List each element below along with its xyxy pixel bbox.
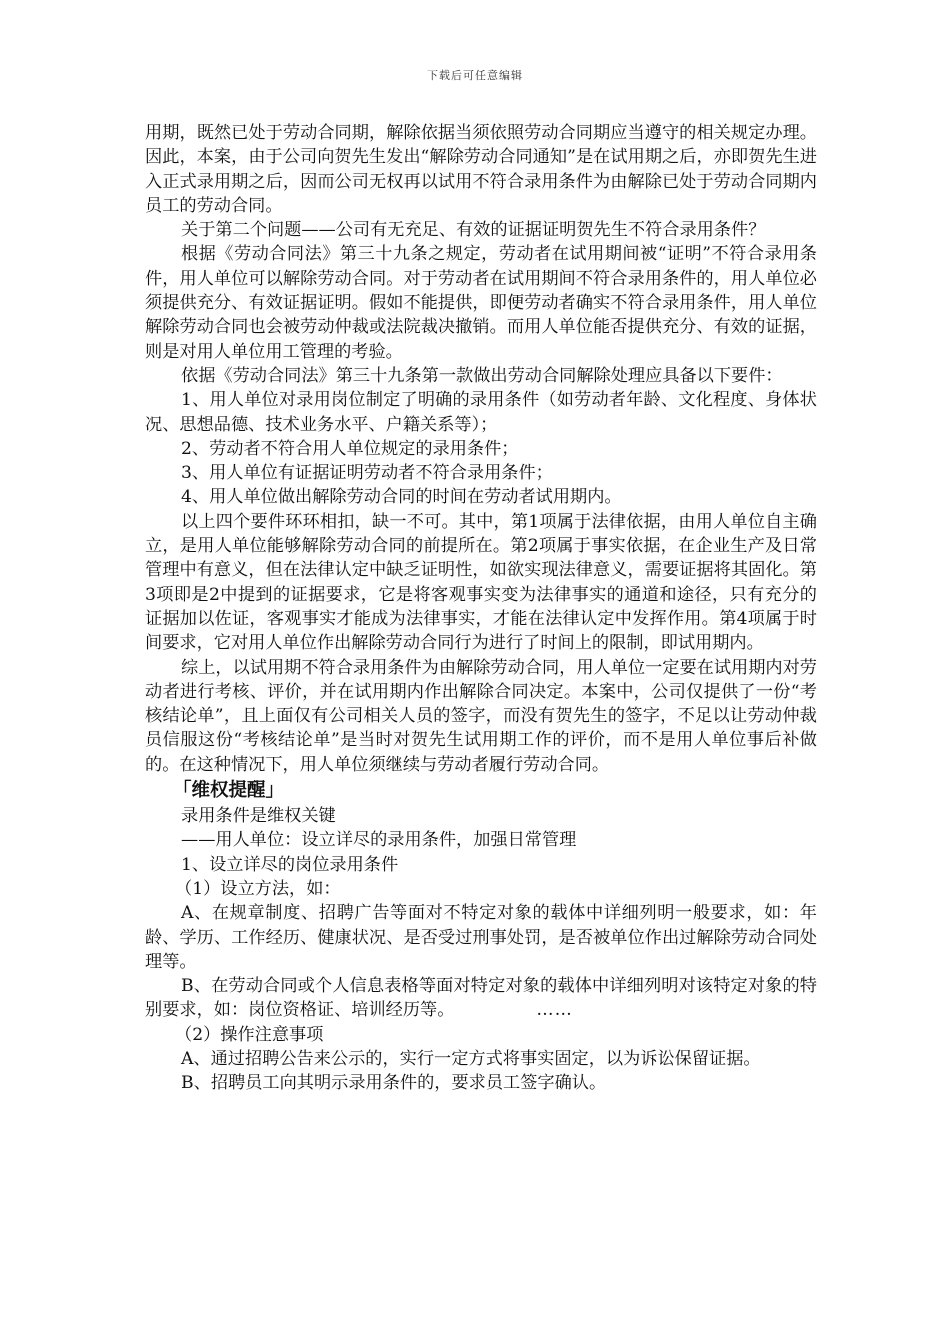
section-note-b: B、招聘员工向其明示录用条件的，要求员工签字确认。 [181, 1073, 607, 1094]
section-item-1: 1、设立详尽的岗位录用条件 [181, 854, 399, 875]
paragraph-question-two: 关于第二个问题——公司有无充足、有效的证据证明贺先生不符合录用条件？ [181, 220, 766, 241]
paragraph-continuation: 用期，既然已处于劳动合同期，解除依据当须依照劳动合同期应当遵守的相关规定办理。因此，本案，由于公司向贺先生发出“解除劳动合同通知”是在试用期之后，亦即贺先生进入正式录用期之后，因而公司无权再以试用不符合录用条件为由解除已处于劳动合同期内员工的劳动合同。 [145, 123, 817, 216]
section-method: （1）设立方法，如： [175, 878, 341, 899]
paragraph-analysis: 以上四个要件环环相扣，缺一不可。其中，第1项属于法律依据，由用人单位自主确立，是用人单位能够解除劳动合同的前提所在。第2项属于事实依据，在企业生产及日常管理中有意义，但在法律认定中缺乏证明性，如欲实现法律意义，需要证据将其固化。第3项即是2中提到的证据要求，它是将客观事实变为法律事实的通道和途径，只有充分的证据加以佐证，客观事实才能成为法律事实，才能在法律认定中发挥作用。第4项属于时间要求，它对用人单位作出解除劳动合同行为进行了时间上的限制，即试用期内。 [145, 511, 817, 654]
page-header-note: 下载后可任意编辑 [427, 69, 523, 82]
section-subtitle: 录用条件是维权关键 [181, 806, 336, 827]
section-method-b-text: B、在劳动合同或个人信息表格等面对特定对象的载体中详细列明对该特定对象的特别要求，如：岗位资格证、培训经历等。 [145, 976, 817, 1021]
section-notes: （2）操作注意事项 [175, 1024, 324, 1045]
section-method-a: A、在规章制度、招聘广告等面对不特定对象的载体中详细列明一般要求，如：年龄、学历、工作经历、健康状况、是否受过刑事处罚，是否被单位作出过解除劳动合同处理等。 [145, 903, 817, 972]
paragraph-requirements-intro: 依据《劳动合同法》第三十九条第一款做出劳动合同解除处理应具备以下要件： [181, 365, 783, 386]
requirement-item-4: 4、用人单位做出解除劳动合同的时间在劳动者试用期内。 [181, 487, 622, 508]
section-note-a: A、通过招聘公告来公示的，实行一定方式将事实固定，以为诉讼保留证据。 [181, 1048, 761, 1069]
section-method-b [145, 974, 817, 1023]
requirement-item-2: 2、劳动者不符合用人单位规定的录用条件； [181, 438, 519, 459]
section-heading: 「维权提醒」 [173, 780, 285, 802]
ellipsis: …… [536, 1000, 573, 1021]
document-body [145, 121, 817, 1096]
requirement-item-1: 1、用人单位对录用岗位制定了明确的录用条件（如劳动者年龄、文化程度、身体状况、思想品德、技术业务水平、户籍关系等）； [145, 390, 817, 435]
paragraph-article-39: 根据《劳动合同法》第三十九条之规定，劳动者在试用期间被“证明”不符合录用条件，用人单位可以解除劳动合同。对于劳动者在试用期间不符合录用条件的，用人单位必须提供充分、有效证据证明。假如不能提供，即便劳动者确实不符合录用条件，用人单位解除劳动合同也会被劳动仲裁或法院裁决撤销。而用人单位能否提供充分、有效的证据，则是对用人单位用工管理的考验。 [145, 244, 817, 362]
section-subtitle-employer: ——用人单位：设立详尽的录用条件，加强日常管理 [181, 830, 577, 851]
paragraph-conclusion: 综上，以试用期不符合录用条件为由解除劳动合同，用人单位一定要在试用期内对劳动者进行考核、评价，并在试用期内作出解除合同决定。本案中，公司仅提供了一份“考核结论单”，且上面仅有公司相关人员的签字，而没有贺先生的签字，不足以让劳动仲裁员信服这份“考核结论单”是当时对贺先生试用期工作的评价，而不是用人单位事后补做的。在这种情况下，用人单位须继续与劳动者履行劳动合同。 [145, 657, 817, 775]
requirement-item-3: 3、用人单位有证据证明劳动者不符合录用条件； [181, 463, 553, 484]
